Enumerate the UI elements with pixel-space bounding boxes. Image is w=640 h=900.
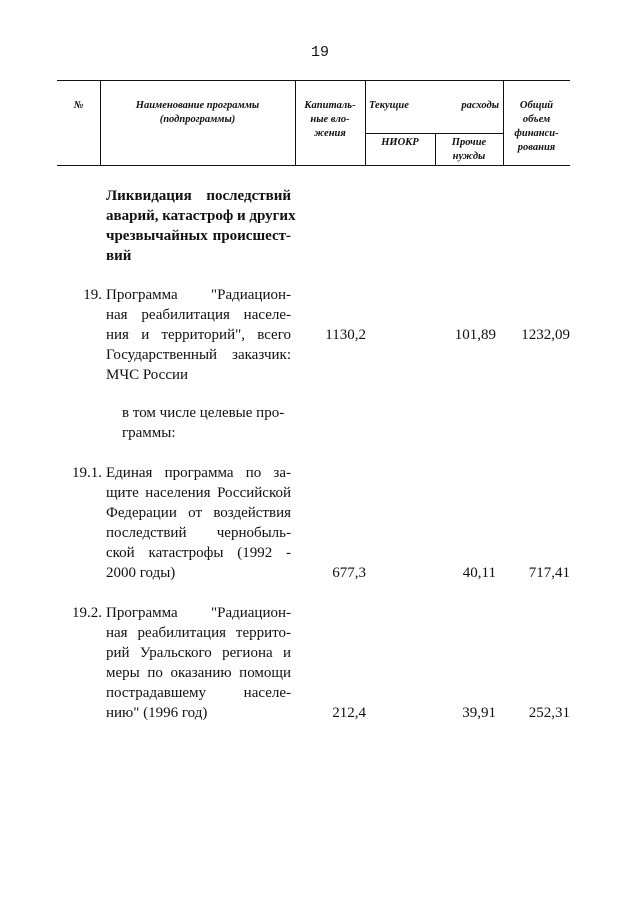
- row-description-line: МЧС России: [106, 367, 189, 383]
- header-col-num: №: [73, 100, 84, 111]
- row-capital-value: 677,3: [332, 565, 366, 581]
- row-description-line: 2000 годы): [106, 565, 176, 581]
- row-number: 19.2.: [72, 605, 102, 621]
- row-description-line: Федерации от воздействия: [106, 505, 291, 521]
- header-col-capital-line2: ные вло-: [310, 114, 350, 125]
- row-description-line: Программа "Радиацион-: [106, 287, 291, 303]
- header-col-capital-line3: жения: [314, 128, 346, 139]
- section-title: [106, 186, 296, 266]
- row-description-line: рий Уральского региона и: [106, 645, 291, 661]
- row-description-line: ная реабилитация террито-: [106, 625, 291, 641]
- row-description: [106, 463, 291, 583]
- header-divider: [365, 81, 366, 165]
- row-other-value: 40,11: [462, 565, 496, 581]
- row-capital-value: 1130,2: [325, 327, 366, 343]
- header-col-total-line1: Общий: [519, 100, 554, 111]
- section-title-line: Ликвидация последствий: [106, 188, 291, 204]
- row-total-value: 717,41: [528, 565, 570, 581]
- header-col-other-line2: нужды: [452, 151, 486, 162]
- table-header: [57, 80, 570, 166]
- row-description: [106, 285, 291, 385]
- header-col-name-line1: Наименование программы: [135, 100, 260, 111]
- section-title-line: чрезвычайных происшест-: [106, 228, 291, 244]
- row-other-value: 101,89: [454, 327, 496, 343]
- row-description-line: меры по оказанию помощи: [106, 665, 291, 681]
- row-description-line: щите населения Российской: [106, 485, 291, 501]
- header-col-current-line1: Текущие: [369, 100, 409, 111]
- header-col-current-line2: расходы: [461, 100, 499, 111]
- row-capital-value: 212,4: [332, 705, 366, 721]
- page-number: 19: [310, 44, 329, 61]
- row-description-line: ской катастрофы (1992 -: [106, 545, 291, 561]
- row-description-line: Единая программа по за-: [106, 465, 291, 481]
- row-description-line: Государственный заказчик:: [106, 347, 291, 363]
- row-other-value: 39,91: [462, 705, 496, 721]
- header-col-total-line2: объем: [522, 114, 551, 125]
- header-col-total-line4: рования: [517, 142, 556, 153]
- row-description-line: пострадавшему населе-: [106, 685, 291, 701]
- header-col-capital-line1: Капиталь-: [304, 100, 356, 111]
- subheader-line: граммы:: [122, 425, 176, 441]
- row-total-value: 252,31: [528, 705, 570, 721]
- row-description-line: последствий чернобыль-: [106, 525, 291, 541]
- subheader-text: [122, 403, 292, 443]
- row-description-line: ния и территорий", всего: [106, 327, 291, 343]
- header-col-name-line2: (подпрограммы): [159, 114, 236, 125]
- header-col-niokr: НИОКР: [381, 137, 419, 148]
- row-description-line: нию" (1996 год): [106, 705, 208, 721]
- subheader-line: в том числе целевые про-: [122, 405, 285, 421]
- row-total-value: 1232,09: [521, 327, 570, 343]
- header-col-other-line1: Прочие: [451, 137, 487, 148]
- row-number: 19.1.: [72, 465, 102, 481]
- row-description-line: ная реабилитация населе-: [106, 307, 291, 323]
- header-col-total-line3: финанси-: [514, 128, 559, 139]
- row-description: [106, 603, 291, 723]
- row-number: 19.: [83, 287, 102, 303]
- section-title-line: аварий, катастроф и других: [106, 208, 296, 224]
- header-divider: [365, 133, 503, 134]
- row-description-line: Программа "Радиацион-: [106, 605, 291, 621]
- section-title-line: вий: [106, 248, 132, 264]
